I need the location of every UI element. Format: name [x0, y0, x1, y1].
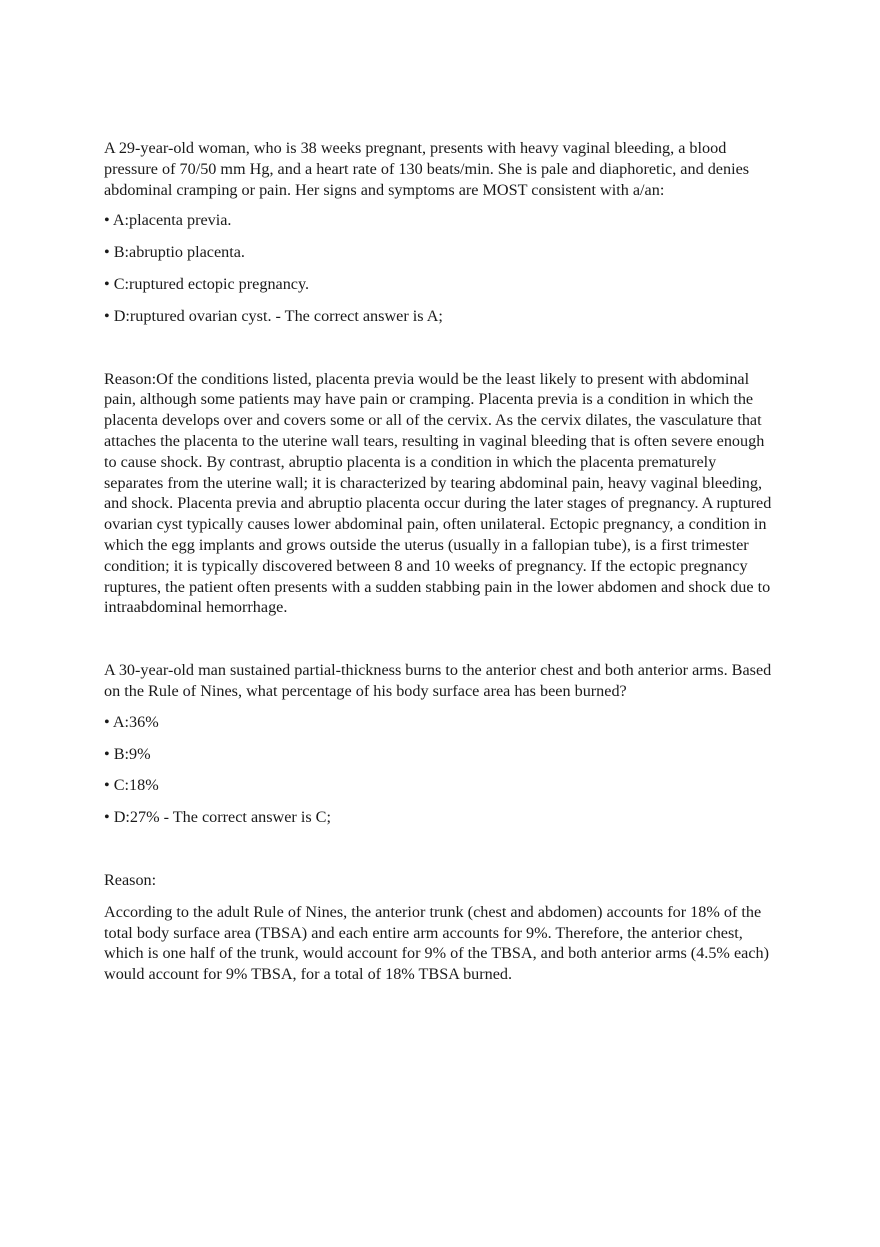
question-2-option-d: • D:27% - The correct answer is C; [104, 808, 331, 827]
question-2-option-c: • C:18% [104, 776, 159, 795]
question-1-option-c: • C:ruptured ectopic pregnancy. [104, 274, 310, 293]
question-1-stem: A 29-year-old woman, who is 38 weeks pregnant, presents with heavy vaginal bleeding, a blood pressure of 70/50 mm Hg, and a heart rate of 130 beats/min. She is pale and diaphoretic, and denies abdominal cramping or pain. Her signs and symptoms are MOST consistent with a/an: [104, 139, 750, 199]
question-2-option-a: • A:36% [104, 712, 159, 731]
question-2-reason-label: Reason: [104, 870, 157, 889]
question-1-option-a: • A:placenta previa. [104, 211, 232, 230]
question-1-reason: Reason:Of the conditions listed, placenta previa would be the least likely to present with abdominal pain, although some patients may have pain or cramping. Placenta previa is a condition in which the placenta develops over and covers some or all of the cervix. As the cervix dilates, the vasculature that attaches the placenta to the uterine wall tears, resulting in vaginal bleeding that is often severe enough to cause shock. By contrast, abruptio placenta is a condition in which the placenta prematurely separates from the uterine wall; it is characterized by tearing abdominal pain, heavy vaginal bleeding, and shock. Placenta previa and abruptio placenta occur during the later stages of pregnancy. A ruptured ovarian cyst typically causes lower abdominal pain, often unilateral. Ectopic pregnancy, a condition in which the egg implants and grows outside the uterus (usually in a fallopian tube), is a first trimester condition; it is typically discovered between 8 and 10 weeks of pregnancy. If the ectopic pregnancy ruptures, the patient often presents with a sudden stabbing pain in the lower abdomen and shock due to intraabdominal hemorrhage. [104, 369, 772, 617]
question-2-option-b: • B:9% [104, 744, 151, 763]
document-page [104, 138, 776, 985]
question-2-stem: A 30-year-old man sustained partial-thickness burns to the anterior chest and both anterior arms. Based on the Rule of Nines, what percentage of his body surface area has been burned? [104, 661, 772, 700]
question-1-option-b: • B:abruptio placenta. [104, 243, 245, 262]
question-2-reason: According to the adult Rule of Nines, the anterior trunk (chest and abdomen) accounts for 18% of the total body surface area (TBSA) and each entire arm accounts for 9%. Therefore, the anterior chest, which is one half of the trunk, would account for 9% of the TBSA, and both anterior arms (4.5% each) would account for 9% TBSA, for a total of 18% TBSA burned. [104, 902, 770, 984]
question-1-option-d: • D:ruptured ovarian cyst. - The correct answer is A; [104, 306, 443, 325]
